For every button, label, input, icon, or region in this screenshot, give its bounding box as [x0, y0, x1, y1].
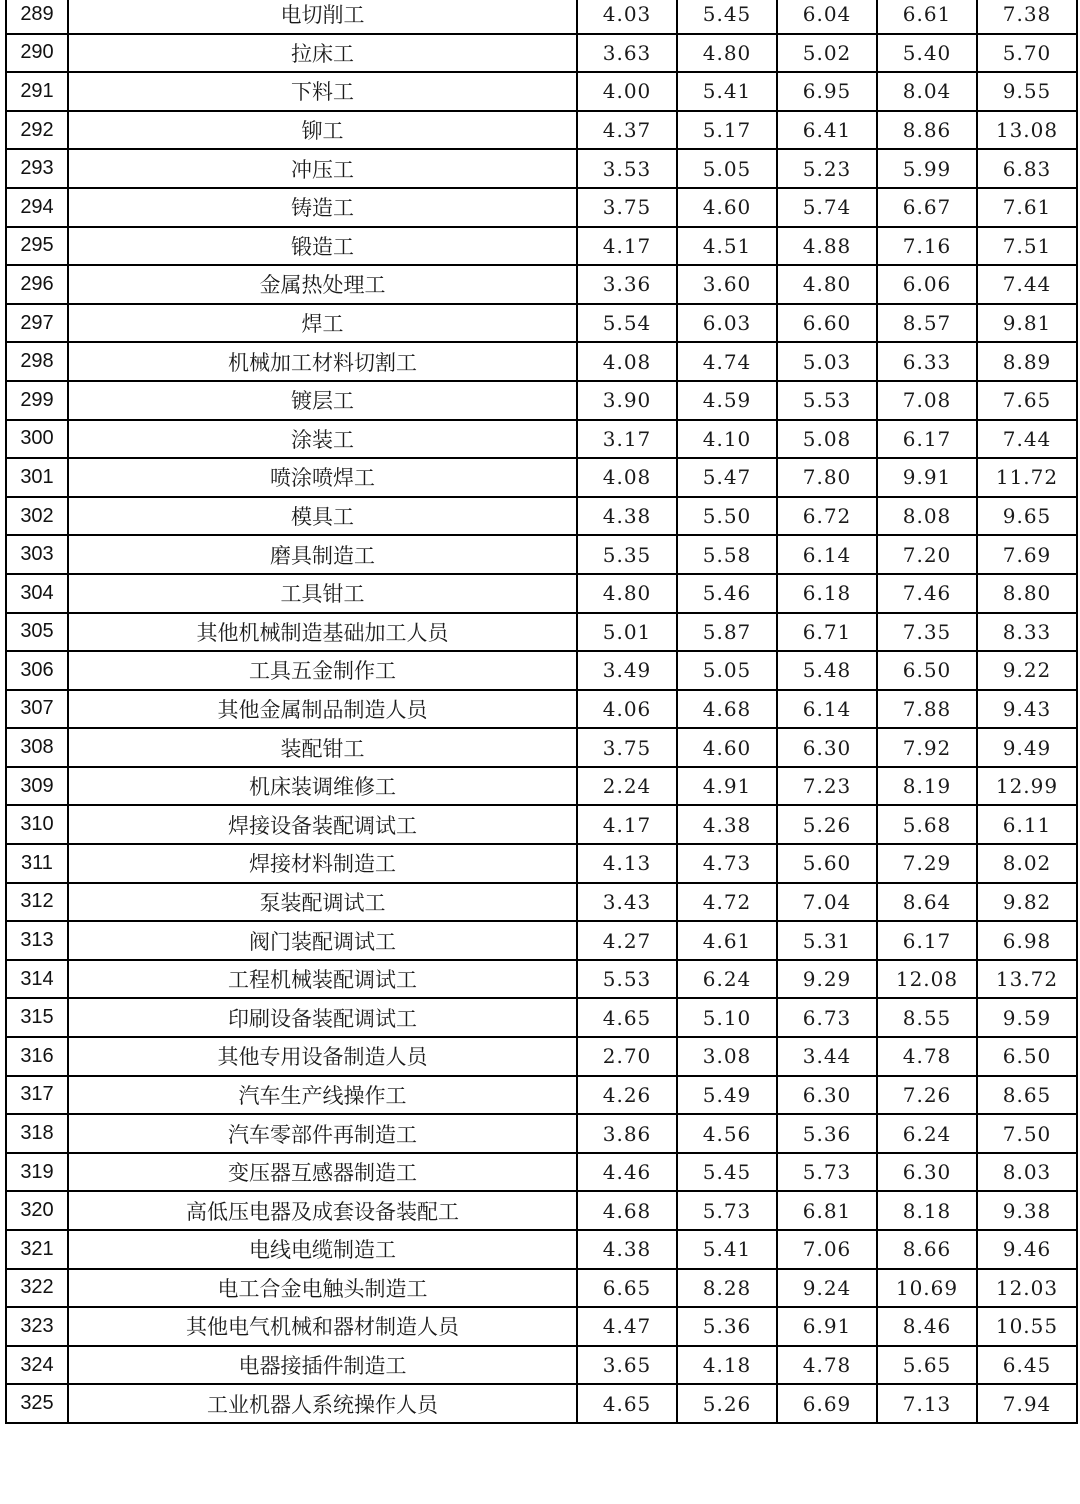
value-cell-1: 4.06 — [577, 690, 677, 729]
value-cell-3: 5.48 — [777, 651, 877, 690]
value-cell-4: 7.29 — [877, 844, 977, 883]
value-cell-2: 5.05 — [677, 651, 777, 690]
table-row — [6, 574, 1077, 613]
value-cell-1: 4.26 — [577, 1076, 677, 1115]
value-cell-1: 3.17 — [577, 420, 677, 459]
occupation-name-cell: 锻造工 — [68, 227, 577, 266]
occupation-name-cell: 阀门装配调试工 — [68, 921, 577, 960]
value-cell-1: 5.35 — [577, 535, 677, 574]
occupation-name-cell: 泵装配调试工 — [68, 883, 577, 922]
value-cell-1: 4.27 — [577, 921, 677, 960]
value-cell-1: 3.36 — [577, 265, 677, 304]
table-row — [6, 1153, 1077, 1192]
value-cell-1: 4.08 — [577, 458, 677, 497]
value-cell-1: 3.63 — [577, 34, 677, 73]
value-cell-1: 2.70 — [577, 1037, 677, 1076]
value-cell-4: 8.08 — [877, 497, 977, 536]
value-cell-1: 4.80 — [577, 574, 677, 613]
row-number-cell: 322 — [6, 1269, 68, 1308]
value-cell-4: 8.64 — [877, 883, 977, 922]
value-cell-3: 5.03 — [777, 342, 877, 381]
value-cell-2: 5.26 — [677, 1384, 777, 1423]
table-row — [6, 805, 1077, 844]
row-number-cell: 304 — [6, 574, 68, 613]
table-row — [6, 921, 1077, 960]
table-row — [6, 0, 1077, 34]
value-cell-3: 5.73 — [777, 1153, 877, 1192]
value-cell-1: 4.46 — [577, 1153, 677, 1192]
value-cell-4: 5.99 — [877, 149, 977, 188]
value-cell-5: 11.72 — [977, 458, 1077, 497]
row-number-cell: 311 — [6, 844, 68, 883]
value-cell-5: 7.94 — [977, 1384, 1077, 1423]
value-cell-5: 8.33 — [977, 613, 1077, 652]
value-cell-5: 12.99 — [977, 767, 1077, 806]
value-cell-4: 6.67 — [877, 188, 977, 227]
value-cell-5: 7.69 — [977, 535, 1077, 574]
row-number-cell: 305 — [6, 613, 68, 652]
occupation-name-cell: 涂装工 — [68, 420, 577, 459]
value-cell-1: 4.13 — [577, 844, 677, 883]
value-cell-3: 7.06 — [777, 1230, 877, 1269]
occupation-name-cell: 高低压电器及成套设备装配工 — [68, 1191, 577, 1230]
row-number-cell: 290 — [6, 34, 68, 73]
value-cell-4: 7.46 — [877, 574, 977, 613]
value-cell-2: 5.10 — [677, 998, 777, 1037]
occupation-name-cell: 其他金属制品制造人员 — [68, 690, 577, 729]
value-cell-5: 8.80 — [977, 574, 1077, 613]
value-cell-5: 9.55 — [977, 72, 1077, 111]
occupation-name-cell: 工具五金制作工 — [68, 651, 577, 690]
occupation-name-cell: 镀层工 — [68, 381, 577, 420]
value-cell-1: 3.90 — [577, 381, 677, 420]
value-cell-5: 9.49 — [977, 728, 1077, 767]
value-cell-1: 4.17 — [577, 805, 677, 844]
value-cell-3: 5.08 — [777, 420, 877, 459]
value-cell-5: 9.38 — [977, 1191, 1077, 1230]
value-cell-4: 8.86 — [877, 111, 977, 150]
value-cell-1: 3.53 — [577, 149, 677, 188]
row-number-cell: 310 — [6, 805, 68, 844]
value-cell-5: 8.89 — [977, 342, 1077, 381]
value-cell-4: 9.91 — [877, 458, 977, 497]
row-number-cell: 296 — [6, 265, 68, 304]
table-row — [6, 1114, 1077, 1153]
value-cell-3: 5.31 — [777, 921, 877, 960]
row-number-cell: 291 — [6, 72, 68, 111]
table-row — [6, 1269, 1077, 1308]
value-cell-1: 3.75 — [577, 188, 677, 227]
value-cell-1: 4.08 — [577, 342, 677, 381]
value-cell-2: 6.03 — [677, 304, 777, 343]
value-cell-2: 4.51 — [677, 227, 777, 266]
value-cell-3: 5.53 — [777, 381, 877, 420]
value-cell-2: 4.60 — [677, 728, 777, 767]
value-cell-4: 12.08 — [877, 960, 977, 999]
table-row — [6, 304, 1077, 343]
value-cell-2: 5.41 — [677, 72, 777, 111]
value-cell-3: 5.02 — [777, 34, 877, 73]
table-row — [6, 1346, 1077, 1385]
occupation-name-cell: 铆工 — [68, 111, 577, 150]
value-cell-1: 4.38 — [577, 497, 677, 536]
occupation-name-cell: 装配钳工 — [68, 728, 577, 767]
value-cell-2: 4.10 — [677, 420, 777, 459]
value-cell-4: 4.78 — [877, 1037, 977, 1076]
value-cell-4: 6.30 — [877, 1153, 977, 1192]
table-row — [6, 1230, 1077, 1269]
value-cell-3: 6.91 — [777, 1307, 877, 1346]
value-cell-5: 7.38 — [977, 0, 1077, 34]
value-cell-2: 4.80 — [677, 34, 777, 73]
value-cell-5: 9.81 — [977, 304, 1077, 343]
value-cell-1: 4.17 — [577, 227, 677, 266]
value-cell-2: 4.91 — [677, 767, 777, 806]
occupation-name-cell: 其他机械制造基础加工人员 — [68, 613, 577, 652]
value-cell-4: 6.33 — [877, 342, 977, 381]
row-number-cell: 320 — [6, 1191, 68, 1230]
table-row — [6, 342, 1077, 381]
value-cell-4: 8.19 — [877, 767, 977, 806]
occupation-name-cell: 冲压工 — [68, 149, 577, 188]
table-row — [6, 1384, 1077, 1423]
value-cell-1: 4.03 — [577, 0, 677, 34]
value-cell-4: 6.17 — [877, 420, 977, 459]
occupation-name-cell: 拉床工 — [68, 34, 577, 73]
value-cell-4: 5.65 — [877, 1346, 977, 1385]
value-cell-5: 8.03 — [977, 1153, 1077, 1192]
value-cell-2: 5.41 — [677, 1230, 777, 1269]
value-cell-4: 6.50 — [877, 651, 977, 690]
value-cell-2: 8.28 — [677, 1269, 777, 1308]
value-cell-5: 13.72 — [977, 960, 1077, 999]
value-cell-2: 4.73 — [677, 844, 777, 883]
value-cell-3: 5.23 — [777, 149, 877, 188]
row-number-cell: 309 — [6, 767, 68, 806]
value-cell-2: 4.56 — [677, 1114, 777, 1153]
row-number-cell: 299 — [6, 381, 68, 420]
value-cell-5: 9.22 — [977, 651, 1077, 690]
table-row — [6, 72, 1077, 111]
table-row — [6, 188, 1077, 227]
value-cell-4: 6.61 — [877, 0, 977, 34]
value-cell-3: 6.14 — [777, 690, 877, 729]
value-cell-3: 6.04 — [777, 0, 877, 34]
row-number-cell: 306 — [6, 651, 68, 690]
value-cell-2: 6.24 — [677, 960, 777, 999]
occupation-name-cell: 变压器互感器制造工 — [68, 1153, 577, 1192]
value-cell-5: 6.83 — [977, 149, 1077, 188]
row-number-cell: 292 — [6, 111, 68, 150]
value-cell-2: 4.60 — [677, 188, 777, 227]
row-number-cell: 318 — [6, 1114, 68, 1153]
table-row — [6, 998, 1077, 1037]
value-cell-4: 7.13 — [877, 1384, 977, 1423]
value-cell-4: 8.18 — [877, 1191, 977, 1230]
value-cell-4: 5.68 — [877, 805, 977, 844]
value-cell-2: 4.18 — [677, 1346, 777, 1385]
value-cell-4: 6.17 — [877, 921, 977, 960]
table-row — [6, 381, 1077, 420]
value-cell-1: 6.65 — [577, 1269, 677, 1308]
occupation-name-cell: 工具钳工 — [68, 574, 577, 613]
value-cell-4: 5.40 — [877, 34, 977, 73]
table-row — [6, 420, 1077, 459]
value-cell-3: 6.95 — [777, 72, 877, 111]
row-number-cell: 293 — [6, 149, 68, 188]
value-cell-5: 9.65 — [977, 497, 1077, 536]
row-number-cell: 300 — [6, 420, 68, 459]
table-row — [6, 34, 1077, 73]
value-cell-1: 3.65 — [577, 1346, 677, 1385]
table-row — [6, 535, 1077, 574]
value-cell-2: 4.38 — [677, 805, 777, 844]
table-row — [6, 613, 1077, 652]
value-cell-1: 2.24 — [577, 767, 677, 806]
value-cell-2: 4.68 — [677, 690, 777, 729]
row-number-cell: 308 — [6, 728, 68, 767]
row-number-cell: 303 — [6, 535, 68, 574]
value-cell-5: 6.45 — [977, 1346, 1077, 1385]
value-cell-3: 4.88 — [777, 227, 877, 266]
value-cell-5: 6.11 — [977, 805, 1077, 844]
row-number-cell: 324 — [6, 1346, 68, 1385]
value-cell-1: 5.53 — [577, 960, 677, 999]
value-cell-4: 7.88 — [877, 690, 977, 729]
table-row — [6, 265, 1077, 304]
row-number-cell: 319 — [6, 1153, 68, 1192]
value-cell-2: 5.45 — [677, 0, 777, 34]
value-cell-3: 5.36 — [777, 1114, 877, 1153]
value-cell-5: 7.65 — [977, 381, 1077, 420]
value-cell-5: 7.44 — [977, 265, 1077, 304]
value-cell-5: 7.50 — [977, 1114, 1077, 1153]
value-cell-4: 7.35 — [877, 613, 977, 652]
value-cell-3: 7.23 — [777, 767, 877, 806]
value-cell-5: 7.51 — [977, 227, 1077, 266]
value-cell-1: 4.65 — [577, 1384, 677, 1423]
value-cell-4: 8.04 — [877, 72, 977, 111]
value-cell-1: 4.65 — [577, 998, 677, 1037]
value-cell-3: 9.24 — [777, 1269, 877, 1308]
value-cell-5: 6.50 — [977, 1037, 1077, 1076]
value-cell-3: 6.81 — [777, 1191, 877, 1230]
table-row — [6, 1076, 1077, 1115]
table-row — [6, 651, 1077, 690]
occupation-name-cell: 焊接材料制造工 — [68, 844, 577, 883]
row-number-cell: 317 — [6, 1076, 68, 1115]
value-cell-5: 9.46 — [977, 1230, 1077, 1269]
value-cell-2: 4.74 — [677, 342, 777, 381]
value-cell-4: 7.20 — [877, 535, 977, 574]
value-cell-5: 7.61 — [977, 188, 1077, 227]
occupation-name-cell: 工业机器人系统操作人员 — [68, 1384, 577, 1423]
row-number-cell: 289 — [6, 0, 68, 34]
value-cell-5: 10.55 — [977, 1307, 1077, 1346]
value-cell-5: 12.03 — [977, 1269, 1077, 1308]
value-cell-2: 5.47 — [677, 458, 777, 497]
value-cell-4: 8.55 — [877, 998, 977, 1037]
row-number-cell: 298 — [6, 342, 68, 381]
row-number-cell: 302 — [6, 497, 68, 536]
occupation-name-cell: 汽车生产线操作工 — [68, 1076, 577, 1115]
table-row — [6, 844, 1077, 883]
value-cell-3: 6.73 — [777, 998, 877, 1037]
value-cell-1: 4.37 — [577, 111, 677, 150]
occupation-name-cell: 电器接插件制造工 — [68, 1346, 577, 1385]
table-row — [6, 111, 1077, 150]
value-cell-3: 5.74 — [777, 188, 877, 227]
value-cell-2: 3.60 — [677, 265, 777, 304]
row-number-cell: 313 — [6, 921, 68, 960]
occupation-name-cell: 模具工 — [68, 497, 577, 536]
value-cell-5: 5.70 — [977, 34, 1077, 73]
table-row — [6, 1191, 1077, 1230]
occupation-name-cell: 其他专用设备制造人员 — [68, 1037, 577, 1076]
value-cell-5: 9.43 — [977, 690, 1077, 729]
table-row — [6, 728, 1077, 767]
table-row — [6, 497, 1077, 536]
table-row — [6, 883, 1077, 922]
value-cell-2: 5.46 — [677, 574, 777, 613]
occupation-name-cell: 电线电缆制造工 — [68, 1230, 577, 1269]
value-cell-4: 7.26 — [877, 1076, 977, 1115]
value-cell-4: 7.92 — [877, 728, 977, 767]
value-cell-1: 5.01 — [577, 613, 677, 652]
occupation-name-cell: 喷涂喷焊工 — [68, 458, 577, 497]
value-cell-3: 6.69 — [777, 1384, 877, 1423]
table-row — [6, 960, 1077, 999]
value-cell-4: 10.69 — [877, 1269, 977, 1308]
occupation-name-cell: 其他电气机械和器材制造人员 — [68, 1307, 577, 1346]
row-number-cell: 297 — [6, 304, 68, 343]
value-cell-2: 5.17 — [677, 111, 777, 150]
occupation-name-cell: 机械加工材料切割工 — [68, 342, 577, 381]
value-cell-2: 4.72 — [677, 883, 777, 922]
row-number-cell: 325 — [6, 1384, 68, 1423]
value-cell-3: 5.26 — [777, 805, 877, 844]
occupation-name-cell: 焊接设备装配调试工 — [68, 805, 577, 844]
occupation-name-cell: 磨具制造工 — [68, 535, 577, 574]
value-cell-3: 3.44 — [777, 1037, 877, 1076]
value-cell-3: 6.14 — [777, 535, 877, 574]
occupation-name-cell: 工程机械装配调试工 — [68, 960, 577, 999]
value-cell-5: 7.44 — [977, 420, 1077, 459]
value-cell-5: 6.98 — [977, 921, 1077, 960]
row-number-cell: 301 — [6, 458, 68, 497]
row-number-cell: 312 — [6, 883, 68, 922]
value-cell-2: 3.08 — [677, 1037, 777, 1076]
value-cell-3: 5.60 — [777, 844, 877, 883]
value-cell-5: 8.65 — [977, 1076, 1077, 1115]
occupation-name-cell: 机床装调维修工 — [68, 767, 577, 806]
value-cell-3: 4.80 — [777, 265, 877, 304]
value-cell-2: 5.05 — [677, 149, 777, 188]
value-cell-3: 7.80 — [777, 458, 877, 497]
occupation-name-cell: 电工合金电触头制造工 — [68, 1269, 577, 1308]
occupation-name-cell: 金属热处理工 — [68, 265, 577, 304]
value-cell-3: 6.72 — [777, 497, 877, 536]
value-cell-5: 9.59 — [977, 998, 1077, 1037]
value-cell-2: 5.49 — [677, 1076, 777, 1115]
value-cell-3: 4.78 — [777, 1346, 877, 1385]
value-cell-3: 7.04 — [777, 883, 877, 922]
value-cell-4: 6.06 — [877, 265, 977, 304]
occupation-name-cell: 下料工 — [68, 72, 577, 111]
value-cell-5: 13.08 — [977, 111, 1077, 150]
value-cell-2: 4.61 — [677, 921, 777, 960]
value-cell-4: 7.08 — [877, 381, 977, 420]
table-row — [6, 1037, 1077, 1076]
value-cell-1: 5.54 — [577, 304, 677, 343]
value-cell-2: 5.73 — [677, 1191, 777, 1230]
value-cell-4: 7.16 — [877, 227, 977, 266]
value-cell-3: 6.30 — [777, 728, 877, 767]
table-row — [6, 767, 1077, 806]
row-number-cell: 316 — [6, 1037, 68, 1076]
value-cell-1: 3.86 — [577, 1114, 677, 1153]
value-cell-4: 8.46 — [877, 1307, 977, 1346]
table-row — [6, 149, 1077, 188]
table-row — [6, 690, 1077, 729]
value-cell-2: 5.36 — [677, 1307, 777, 1346]
value-cell-2: 5.87 — [677, 613, 777, 652]
occupation-name-cell: 印刷设备装配调试工 — [68, 998, 577, 1037]
table-body — [6, 0, 1077, 1423]
value-cell-1: 4.38 — [577, 1230, 677, 1269]
value-cell-4: 8.66 — [877, 1230, 977, 1269]
row-number-cell: 314 — [6, 960, 68, 999]
value-cell-2: 5.50 — [677, 497, 777, 536]
occupation-name-cell: 电切削工 — [68, 0, 577, 34]
value-cell-1: 3.49 — [577, 651, 677, 690]
value-cell-4: 8.57 — [877, 304, 977, 343]
value-cell-3: 6.30 — [777, 1076, 877, 1115]
value-cell-1: 4.68 — [577, 1191, 677, 1230]
wage-table — [5, 0, 1078, 1424]
table-row — [6, 458, 1077, 497]
occupation-name-cell: 铸造工 — [68, 188, 577, 227]
value-cell-1: 3.43 — [577, 883, 677, 922]
value-cell-3: 6.71 — [777, 613, 877, 652]
value-cell-3: 6.41 — [777, 111, 877, 150]
row-number-cell: 321 — [6, 1230, 68, 1269]
table-row — [6, 227, 1077, 266]
table-row — [6, 1307, 1077, 1346]
value-cell-2: 5.58 — [677, 535, 777, 574]
occupation-name-cell: 汽车零部件再制造工 — [68, 1114, 577, 1153]
value-cell-2: 4.59 — [677, 381, 777, 420]
value-cell-1: 4.00 — [577, 72, 677, 111]
row-number-cell: 307 — [6, 690, 68, 729]
occupation-name-cell: 焊工 — [68, 304, 577, 343]
value-cell-3: 6.18 — [777, 574, 877, 613]
row-number-cell: 323 — [6, 1307, 68, 1346]
value-cell-3: 9.29 — [777, 960, 877, 999]
value-cell-5: 9.82 — [977, 883, 1077, 922]
value-cell-4: 6.24 — [877, 1114, 977, 1153]
row-number-cell: 315 — [6, 998, 68, 1037]
value-cell-1: 3.75 — [577, 728, 677, 767]
value-cell-1: 4.47 — [577, 1307, 677, 1346]
value-cell-2: 5.45 — [677, 1153, 777, 1192]
value-cell-3: 6.60 — [777, 304, 877, 343]
row-number-cell: 295 — [6, 227, 68, 266]
row-number-cell: 294 — [6, 188, 68, 227]
value-cell-5: 8.02 — [977, 844, 1077, 883]
